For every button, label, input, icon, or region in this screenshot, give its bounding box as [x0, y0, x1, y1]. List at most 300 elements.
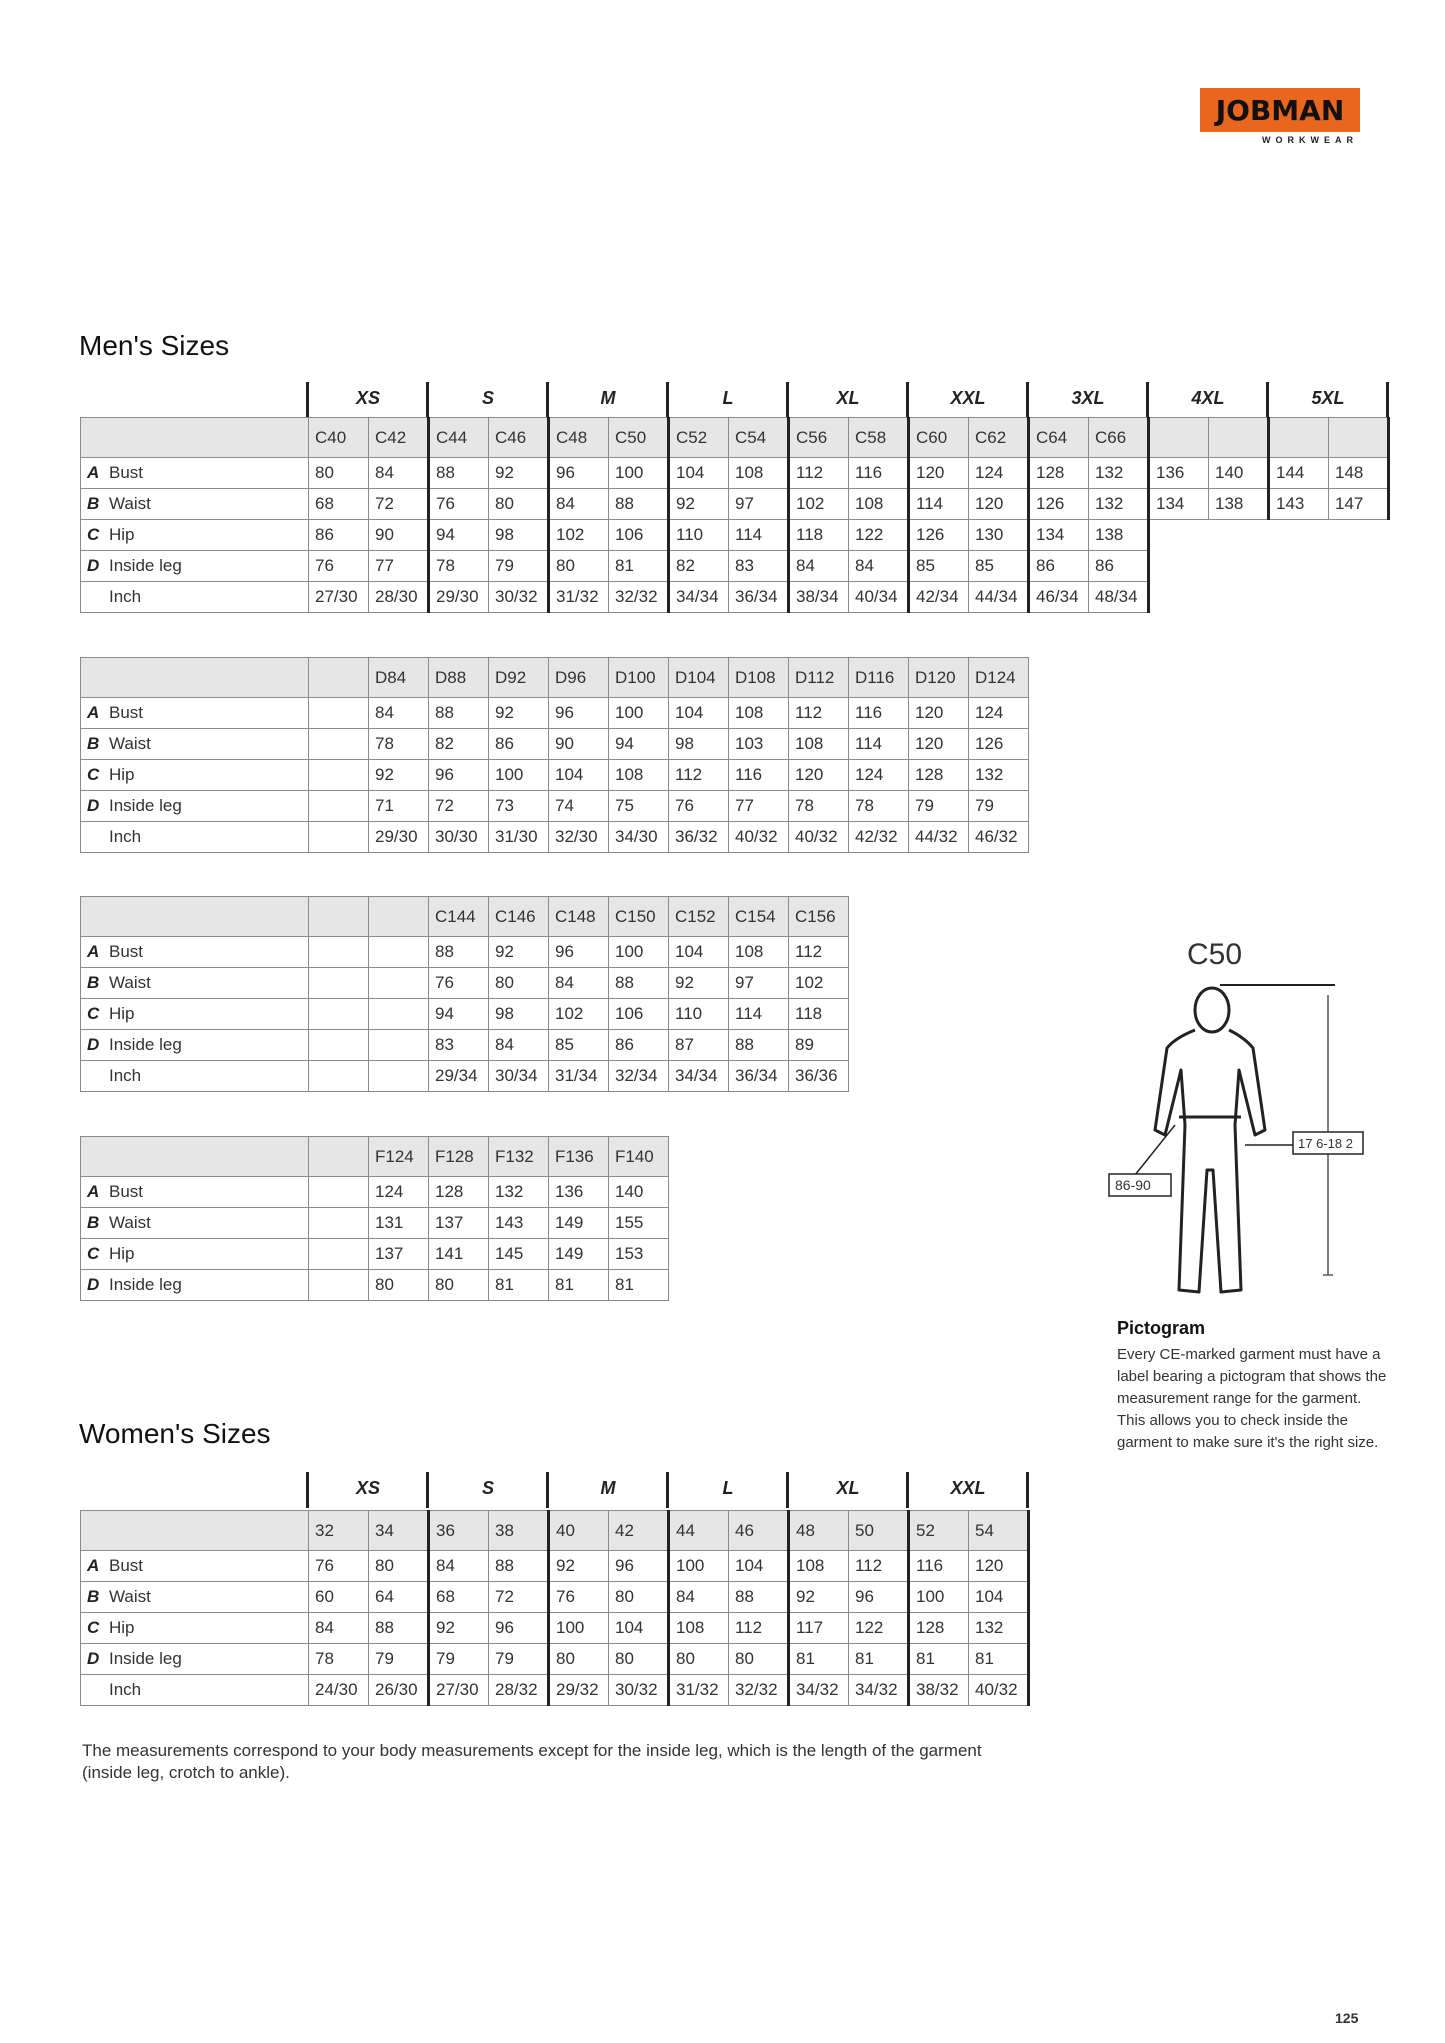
- row-label: Inside leg: [109, 556, 182, 575]
- value-cell: 116: [849, 698, 909, 729]
- value-cell: 102: [549, 999, 609, 1030]
- value-cell: 124: [969, 458, 1029, 489]
- group-divider: [546, 382, 549, 418]
- row-label-cell: [81, 1551, 309, 1582]
- row-label-cell: [81, 1208, 309, 1239]
- value-cell: 72: [489, 1582, 549, 1613]
- empty-cell: [1149, 582, 1209, 613]
- value-cell: 136: [549, 1177, 609, 1208]
- row-label: Inch: [109, 1066, 142, 1085]
- size-code-cell: C60: [909, 418, 969, 458]
- table-row: [81, 1061, 849, 1092]
- table-row: [81, 822, 1029, 853]
- row-spacer-cell: [309, 968, 369, 999]
- value-cell: 124: [369, 1177, 429, 1208]
- value-cell: 82: [429, 729, 489, 760]
- row-letter: B: [87, 734, 100, 753]
- value-cell: 120: [909, 458, 969, 489]
- size-code-cell: C64: [1029, 418, 1089, 458]
- value-cell: 83: [429, 1030, 489, 1061]
- row-label: Hip: [109, 765, 135, 784]
- value-cell: 80: [549, 551, 609, 582]
- size-code-cell: [1329, 418, 1389, 458]
- table-row: [81, 458, 1389, 489]
- size-group-label: M: [600, 1478, 616, 1498]
- value-cell: 24/30: [309, 1675, 369, 1706]
- pictogram-height-range: 17 6-18 2: [1298, 1136, 1353, 1151]
- row-label: Bust: [109, 1182, 144, 1201]
- row-spacer-cell: [309, 1208, 369, 1239]
- row-spacer-cell: [369, 999, 429, 1030]
- header-spacer-cell: [309, 658, 369, 698]
- value-cell: 94: [609, 729, 669, 760]
- value-cell: 88: [429, 458, 489, 489]
- row-spacer-cell: [369, 937, 429, 968]
- value-cell: 102: [789, 489, 849, 520]
- value-cell: 114: [909, 489, 969, 520]
- row-label: Inch: [109, 587, 142, 606]
- value-cell: 76: [309, 1551, 369, 1582]
- value-cell: 92: [489, 698, 549, 729]
- size-group-label: L: [722, 388, 734, 408]
- value-cell: 92: [369, 760, 429, 791]
- value-cell: 88: [609, 489, 669, 520]
- value-cell: 96: [549, 458, 609, 489]
- value-cell: 132: [969, 760, 1029, 791]
- value-cell: 108: [849, 489, 909, 520]
- value-cell: 104: [669, 458, 729, 489]
- row-label-cell: [81, 582, 309, 613]
- pictogram-figure: [1095, 930, 1395, 1310]
- value-cell: 31/34: [549, 1061, 609, 1092]
- size-code-cell: 46: [729, 1511, 789, 1551]
- value-cell: 86: [1029, 551, 1089, 582]
- size-group-label: XS: [355, 1478, 380, 1498]
- mens-table-d: [80, 657, 1029, 853]
- row-letter: C: [87, 1244, 100, 1263]
- value-cell: 140: [1209, 458, 1269, 489]
- table-row: [81, 1613, 1029, 1644]
- row-label: Inch: [109, 827, 142, 846]
- size-group-label: 4XL: [1191, 388, 1225, 408]
- value-cell: 92: [429, 1613, 489, 1644]
- value-cell: 96: [489, 1613, 549, 1644]
- row-label: Bust: [109, 703, 144, 722]
- table-row: [81, 489, 1389, 520]
- value-cell: 84: [309, 1613, 369, 1644]
- value-cell: 36/32: [669, 822, 729, 853]
- value-cell: 94: [429, 520, 489, 551]
- value-cell: 94: [429, 999, 489, 1030]
- value-cell: 120: [909, 729, 969, 760]
- value-cell: 80: [369, 1551, 429, 1582]
- size-code-cell: D108: [729, 658, 789, 698]
- row-label: Hip: [109, 1618, 135, 1637]
- size-code-cell: [1209, 418, 1269, 458]
- value-cell: 86: [489, 729, 549, 760]
- value-cell: 149: [549, 1239, 609, 1270]
- header-spacer-cell: [309, 897, 369, 937]
- value-cell: 89: [789, 1030, 849, 1061]
- value-cell: 100: [489, 760, 549, 791]
- size-code-cell: F124: [369, 1137, 429, 1177]
- value-cell: 104: [669, 698, 729, 729]
- empty-cell: [1329, 551, 1389, 582]
- value-cell: 27/30: [429, 1675, 489, 1706]
- header-label-cell: [81, 1511, 309, 1551]
- size-code-cell: 54: [969, 1511, 1029, 1551]
- pictogram-title: Pictogram: [1117, 1318, 1206, 1338]
- value-cell: 112: [789, 698, 849, 729]
- value-cell: 46/34: [1029, 582, 1089, 613]
- size-code-cell: D84: [369, 658, 429, 698]
- value-cell: 87: [669, 1030, 729, 1061]
- row-letter: C: [87, 525, 100, 544]
- value-cell: 108: [729, 937, 789, 968]
- value-cell: 96: [549, 698, 609, 729]
- value-cell: 132: [1089, 458, 1149, 489]
- value-cell: 32/32: [729, 1675, 789, 1706]
- value-cell: 86: [309, 520, 369, 551]
- value-cell: 34/30: [609, 822, 669, 853]
- value-cell: 29/30: [429, 582, 489, 613]
- row-spacer-cell: [309, 937, 369, 968]
- value-cell: 34/34: [669, 582, 729, 613]
- value-cell: 31/32: [669, 1675, 729, 1706]
- size-code-cell: C152: [669, 897, 729, 937]
- size-group-label: XXL: [950, 388, 986, 408]
- row-letter: D: [87, 796, 100, 815]
- size-code-cell: 40: [549, 1511, 609, 1551]
- value-cell: 76: [429, 968, 489, 999]
- human-silhouette-icon: [1155, 988, 1265, 1292]
- row-letter: A: [87, 1182, 100, 1201]
- row-spacer-cell: [309, 760, 369, 791]
- pictogram-waist-range: 86-90: [1115, 1177, 1151, 1193]
- value-cell: 137: [429, 1208, 489, 1239]
- value-cell: 81: [909, 1644, 969, 1675]
- size-code-cell: C48: [549, 418, 609, 458]
- size-code-cell: C146: [489, 897, 549, 937]
- group-divider: [786, 382, 789, 418]
- group-divider: [306, 382, 309, 418]
- value-cell: 92: [549, 1551, 609, 1582]
- row-label-cell: [81, 1675, 309, 1706]
- value-cell: 84: [369, 698, 429, 729]
- header-label-cell: [81, 1137, 309, 1177]
- value-cell: 128: [909, 760, 969, 791]
- row-label-cell: [81, 1177, 309, 1208]
- value-cell: 126: [969, 729, 1029, 760]
- row-label-cell: [81, 698, 309, 729]
- table-row: [81, 698, 1029, 729]
- value-cell: 36/34: [729, 582, 789, 613]
- row-spacer-cell: [309, 1177, 369, 1208]
- value-cell: 29/34: [429, 1061, 489, 1092]
- value-cell: 103: [729, 729, 789, 760]
- size-code-cell: C62: [969, 418, 1029, 458]
- value-cell: 84: [789, 551, 849, 582]
- value-cell: 120: [909, 698, 969, 729]
- size-code-cell: F128: [429, 1137, 489, 1177]
- value-cell: 48/34: [1089, 582, 1149, 613]
- mens-table-long: [80, 896, 849, 1092]
- row-spacer-cell: [309, 698, 369, 729]
- size-code-cell: D100: [609, 658, 669, 698]
- size-group-label: XL: [836, 388, 860, 408]
- size-code-cell: C154: [729, 897, 789, 937]
- row-label: Inside leg: [109, 1649, 182, 1668]
- header-spacer-cell: [309, 1137, 369, 1177]
- value-cell: 132: [489, 1177, 549, 1208]
- size-code-cell: C148: [549, 897, 609, 937]
- row-label: Inside leg: [109, 1275, 182, 1294]
- row-label: Waist: [109, 973, 151, 992]
- value-cell: 31/30: [489, 822, 549, 853]
- value-cell: 100: [609, 698, 669, 729]
- size-group-label: XS: [355, 388, 380, 408]
- table-row: [81, 1030, 849, 1061]
- row-label: Waist: [109, 1213, 151, 1232]
- value-cell: 30/34: [489, 1061, 549, 1092]
- value-cell: 80: [669, 1644, 729, 1675]
- row-letter: B: [87, 1213, 100, 1232]
- group-divider: [1026, 382, 1029, 418]
- row-letter: B: [87, 494, 100, 513]
- value-cell: 98: [489, 520, 549, 551]
- value-cell: 77: [369, 551, 429, 582]
- value-cell: 29/30: [369, 822, 429, 853]
- value-cell: 79: [429, 1644, 489, 1675]
- value-cell: 144: [1269, 458, 1329, 489]
- value-cell: 32/32: [609, 582, 669, 613]
- row-spacer-cell: [309, 1270, 369, 1301]
- value-cell: 112: [849, 1551, 909, 1582]
- value-cell: 120: [969, 1551, 1029, 1582]
- value-cell: 40/34: [849, 582, 909, 613]
- value-cell: 138: [1209, 489, 1269, 520]
- value-cell: 28/30: [369, 582, 429, 613]
- table-row: [81, 520, 1389, 551]
- value-cell: 137: [369, 1239, 429, 1270]
- row-spacer-cell: [309, 999, 369, 1030]
- value-cell: 100: [609, 458, 669, 489]
- value-cell: 136: [1149, 458, 1209, 489]
- value-cell: 34/34: [669, 1061, 729, 1092]
- value-cell: 132: [1089, 489, 1149, 520]
- size-code-cell: C156: [789, 897, 849, 937]
- value-cell: 83: [729, 551, 789, 582]
- row-spacer-cell: [369, 1061, 429, 1092]
- row-label-cell: [81, 1644, 309, 1675]
- group-divider: [666, 382, 669, 418]
- value-cell: 130: [969, 520, 1029, 551]
- value-cell: 92: [489, 458, 549, 489]
- size-code-cell: D92: [489, 658, 549, 698]
- row-label-cell: [81, 1270, 309, 1301]
- value-cell: 106: [609, 520, 669, 551]
- value-cell: 96: [429, 760, 489, 791]
- value-cell: 68: [429, 1582, 489, 1613]
- value-cell: 38/32: [909, 1675, 969, 1706]
- value-cell: 131: [369, 1208, 429, 1239]
- row-label-cell: [81, 489, 309, 520]
- table-row: [81, 1675, 1029, 1706]
- value-cell: 42/34: [909, 582, 969, 613]
- row-letter: C: [87, 765, 100, 784]
- size-code-cell: 44: [669, 1511, 729, 1551]
- table-row: [81, 1582, 1029, 1613]
- value-cell: 124: [849, 760, 909, 791]
- table-header-row: [81, 1511, 1029, 1551]
- value-cell: 79: [369, 1644, 429, 1675]
- size-code-cell: C66: [1089, 418, 1149, 458]
- size-code-cell: C46: [489, 418, 549, 458]
- value-cell: 85: [549, 1030, 609, 1061]
- size-code-cell: D88: [429, 658, 489, 698]
- size-code-cell: D96: [549, 658, 609, 698]
- value-cell: 74: [549, 791, 609, 822]
- size-code-cell: 50: [849, 1511, 909, 1551]
- size-code-cell: C54: [729, 418, 789, 458]
- header-label-cell: [81, 418, 309, 458]
- value-cell: 80: [549, 1644, 609, 1675]
- value-cell: 120: [789, 760, 849, 791]
- table-header-row: [81, 418, 1389, 458]
- row-letter: D: [87, 1275, 100, 1294]
- empty-cell: [1209, 551, 1269, 582]
- group-divider: [426, 382, 429, 418]
- value-cell: 128: [1029, 458, 1089, 489]
- row-label-cell: [81, 1061, 309, 1092]
- size-code-cell: 34: [369, 1511, 429, 1551]
- value-cell: 84: [669, 1582, 729, 1613]
- value-cell: 117: [789, 1613, 849, 1644]
- logo-wordmark: JOBMAN: [1200, 88, 1360, 132]
- table-row: [81, 1177, 669, 1208]
- table-header-row: [81, 1137, 669, 1177]
- size-group-label: L: [722, 1478, 734, 1498]
- value-cell: 81: [609, 551, 669, 582]
- value-cell: 88: [429, 937, 489, 968]
- value-cell: 32/34: [609, 1061, 669, 1092]
- value-cell: 34/32: [789, 1675, 849, 1706]
- value-cell: 78: [309, 1644, 369, 1675]
- value-cell: 79: [489, 1644, 549, 1675]
- row-label: Inside leg: [109, 1035, 182, 1054]
- empty-cell: [1149, 551, 1209, 582]
- value-cell: 88: [609, 968, 669, 999]
- row-letter: A: [87, 1556, 100, 1575]
- mens-table-regular: [80, 417, 1390, 613]
- row-letter: D: [87, 556, 100, 575]
- row-spacer-cell: [309, 791, 369, 822]
- value-cell: 118: [789, 999, 849, 1030]
- value-cell: 92: [669, 489, 729, 520]
- value-cell: 100: [549, 1613, 609, 1644]
- row-letter: B: [87, 973, 100, 992]
- value-cell: 30/32: [489, 582, 549, 613]
- row-label: Hip: [109, 1004, 135, 1023]
- value-cell: 104: [969, 1582, 1029, 1613]
- value-cell: 96: [849, 1582, 909, 1613]
- row-label: Waist: [109, 1587, 151, 1606]
- value-cell: 126: [909, 520, 969, 551]
- value-cell: 102: [789, 968, 849, 999]
- size-code-cell: F136: [549, 1137, 609, 1177]
- value-cell: 36/34: [729, 1061, 789, 1092]
- value-cell: 64: [369, 1582, 429, 1613]
- value-cell: 26/30: [369, 1675, 429, 1706]
- value-cell: 100: [609, 937, 669, 968]
- value-cell: 38/34: [789, 582, 849, 613]
- row-letter: C: [87, 1004, 100, 1023]
- pictogram-description: Every CE-marked garment must have a label bearing a pictogram that shows the measurement range for the garment. This allows you to check inside the garment to make sure it's the right size.: [1117, 1346, 1387, 1451]
- table-row: [81, 999, 849, 1030]
- table-row: [81, 582, 1389, 613]
- size-code-cell: C42: [369, 418, 429, 458]
- value-cell: 72: [429, 791, 489, 822]
- value-cell: 46/32: [969, 822, 1029, 853]
- value-cell: 32/30: [549, 822, 609, 853]
- value-cell: 153: [609, 1239, 669, 1270]
- size-code-cell: D120: [909, 658, 969, 698]
- size-code-cell: D124: [969, 658, 1029, 698]
- table-row: [81, 551, 1389, 582]
- size-group-label: XL: [836, 1478, 860, 1498]
- value-cell: 110: [669, 999, 729, 1030]
- value-cell: 76: [429, 489, 489, 520]
- table-row: [81, 968, 849, 999]
- row-label-cell: [81, 791, 309, 822]
- size-code-cell: C56: [789, 418, 849, 458]
- empty-cell: [1269, 520, 1329, 551]
- value-cell: 148: [1329, 458, 1389, 489]
- value-cell: 102: [549, 520, 609, 551]
- row-label: Hip: [109, 1244, 135, 1263]
- row-spacer-cell: [309, 822, 369, 853]
- value-cell: 30/32: [609, 1675, 669, 1706]
- row-label-cell: [81, 822, 309, 853]
- empty-cell: [1329, 520, 1389, 551]
- row-letter: C: [87, 1618, 100, 1637]
- row-label-cell: [81, 1239, 309, 1270]
- value-cell: 108: [609, 760, 669, 791]
- value-cell: 84: [849, 551, 909, 582]
- value-cell: 29/32: [549, 1675, 609, 1706]
- table-header-row: [81, 897, 849, 937]
- value-cell: 138: [1089, 520, 1149, 551]
- value-cell: 104: [549, 760, 609, 791]
- table-row: [81, 729, 1029, 760]
- size-code-cell: 52: [909, 1511, 969, 1551]
- value-cell: 81: [489, 1270, 549, 1301]
- value-cell: 81: [609, 1270, 669, 1301]
- row-spacer-cell: [309, 729, 369, 760]
- value-cell: 81: [849, 1644, 909, 1675]
- value-cell: 97: [729, 489, 789, 520]
- group-divider: [906, 382, 909, 418]
- row-spacer-cell: [309, 1239, 369, 1270]
- logo-subtitle: WORKWEAR: [1262, 135, 1358, 145]
- value-cell: 31/32: [549, 582, 609, 613]
- value-cell: 84: [369, 458, 429, 489]
- size-group-label: S: [481, 388, 494, 408]
- value-cell: 81: [789, 1644, 849, 1675]
- value-cell: 88: [729, 1582, 789, 1613]
- value-cell: 78: [789, 791, 849, 822]
- pictogram-size-label: C50: [1187, 938, 1243, 971]
